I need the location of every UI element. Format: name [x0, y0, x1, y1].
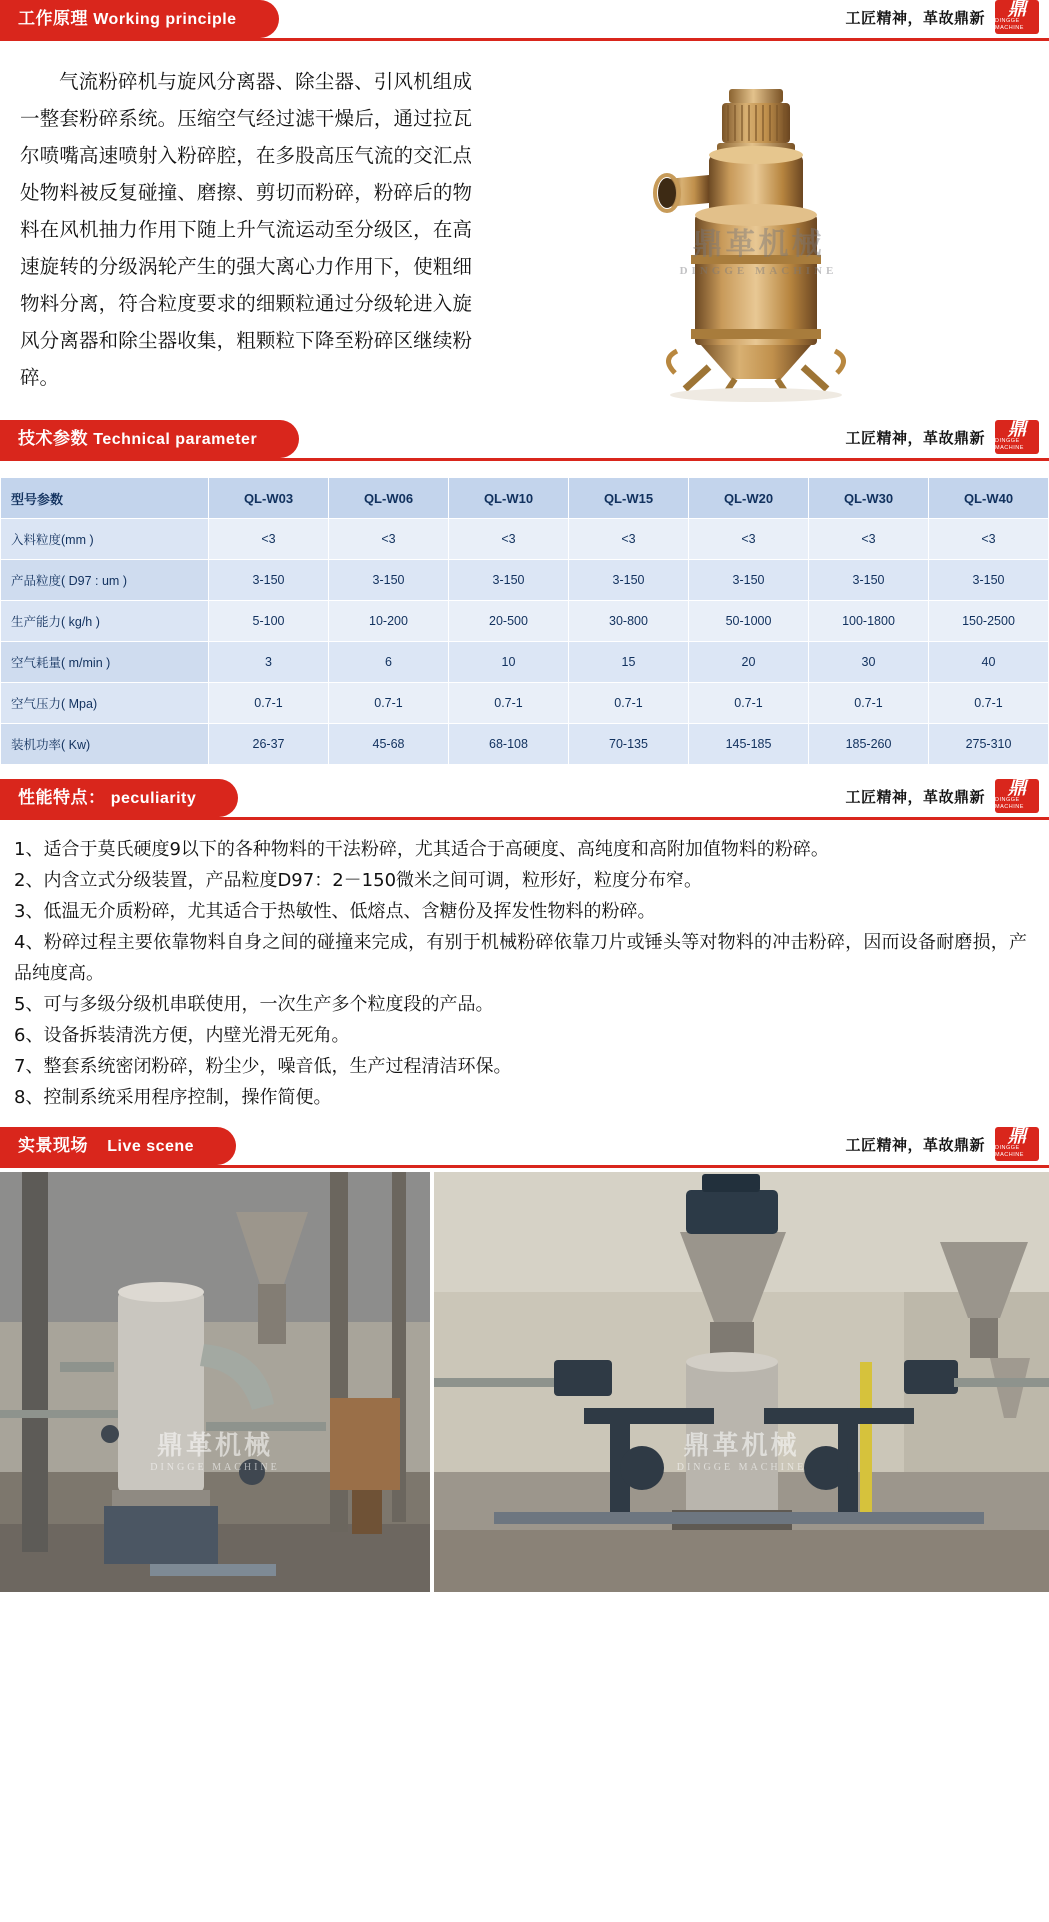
logo-mark: 鼎	[1007, 419, 1027, 440]
logo-subtext: DINGGE MACHINE	[995, 1145, 1024, 1158]
feature-item: 6、设备拆装清洗方便，内壁光滑无死角。	[14, 1025, 350, 1046]
section-header-live-scene	[0, 1127, 1049, 1168]
table-cell: 3-150	[329, 560, 449, 601]
table-cell: 3-150	[209, 560, 329, 601]
table-cell: 275-310	[929, 724, 1049, 765]
table-cell: 3-150	[449, 560, 569, 601]
table-cell: 40	[929, 642, 1049, 683]
brand-block-2	[845, 420, 1049, 458]
table-cell: 3-150	[689, 560, 809, 601]
table-cell: 0.7-1	[809, 683, 929, 724]
company-logo-icon	[995, 420, 1039, 454]
table-cell: 185-260	[809, 724, 929, 765]
table-cell: 45-68	[329, 724, 449, 765]
feature-item: 7、整套系统密闭粉碎，粉尘少，噪音低，生产过程清洁环保。	[14, 1056, 512, 1077]
watermark-cn: 鼎革机械	[683, 1431, 800, 1461]
watermark-en: DINGGE MACHINE	[150, 1462, 280, 1474]
section-title-en: Working principle	[93, 11, 237, 28]
company-logo-icon	[995, 779, 1039, 813]
row-label: 空气耗量( m/min )	[1, 642, 209, 683]
table-header-row	[1, 478, 1049, 519]
section-header-peculiarity	[0, 779, 1049, 820]
table-row	[1, 642, 1049, 683]
jet-mill-image	[559, 67, 959, 402]
table-cell: 70-135	[569, 724, 689, 765]
table-cell: 0.7-1	[569, 683, 689, 724]
row-label: 产品粒度( D97 : um )	[1, 560, 209, 601]
table-cell: 0.7-1	[689, 683, 809, 724]
section-title-cn: 工作原理	[18, 9, 88, 28]
table-cell: <3	[929, 519, 1049, 560]
logo-subtext: DINGGE MACHINE	[995, 18, 1024, 31]
table-cell: 5-100	[209, 601, 329, 642]
feature-item: 8、控制系统采用程序控制，操作简便。	[14, 1087, 332, 1108]
section-header-technical-parameter	[0, 420, 1049, 461]
table-cell: 3-150	[809, 560, 929, 601]
table-row	[1, 683, 1049, 724]
company-logo-icon	[995, 0, 1039, 34]
company-slogan: 工匠精神，革故鼎新	[845, 429, 985, 447]
table-cell: <3	[809, 519, 929, 560]
table-cell: 26-37	[209, 724, 329, 765]
working-principle-body	[0, 41, 1049, 420]
table-cell: 3-150	[929, 560, 1049, 601]
watermark-cn: 鼎革机械	[156, 1431, 273, 1461]
table-cell: 10	[449, 642, 569, 683]
scene-left-illustration	[0, 1172, 430, 1592]
table-cell: 6	[329, 642, 449, 683]
watermark-en: DINGGE MACHINE	[679, 264, 838, 277]
table-cell: 50-1000	[689, 601, 809, 642]
product-figure	[488, 63, 1029, 402]
table-cell: <3	[689, 519, 809, 560]
logo-subtext: DINGGE MACHINE	[995, 797, 1024, 810]
company-slogan: 工匠精神，革故鼎新	[845, 1136, 985, 1154]
table-cell: 100-1800	[809, 601, 929, 642]
feature-item: 3、低温无介质粉碎，尤其适合于热敏性、低熔点、含糖份及挥发性物料的粉碎。	[14, 901, 656, 922]
table-header-cell: QL-W10	[449, 478, 569, 519]
table-cell: 145-185	[689, 724, 809, 765]
logo-subtext: DINGGE MACHINE	[995, 438, 1024, 451]
working-principle-text: 气流粉碎机与旋风分离器、除尘器、引风机组成一整套粉碎系统。压缩空气经过滤干燥后，通过拉瓦尔喷嘴高速喷射入粉碎腔，在多股高压气流的交汇点处物料被反复碰撞、磨擦、剪切而粉碎，粉碎后的物料在风机抽力作用下随上升气流运动至分级区，在高速旋转的分级涡轮产生的强大离心力作用下，使粗细物料分离，符合粒度要求的细颗粒通过分级轮进入旋风分离器和除尘器收集，粗颗粒下降至粉碎区继续粉碎。	[20, 70, 472, 389]
table-cell: 20	[689, 642, 809, 683]
watermark-en: DINGGE MACHINE	[676, 1462, 807, 1474]
row-label: 空气压力( Mpa)	[1, 683, 209, 724]
table-header-cell: QL-W20	[689, 478, 809, 519]
table-cell: 30	[809, 642, 929, 683]
table-cell: <3	[449, 519, 569, 560]
section-title-en: Technical parameter	[93, 431, 258, 448]
table-cell: <3	[209, 519, 329, 560]
company-slogan: 工匠精神，革故鼎新	[845, 788, 985, 806]
row-label: 生产能力( kg/h )	[1, 601, 209, 642]
table-header-cell: QL-W06	[329, 478, 449, 519]
section-title-cn: 技术参数	[18, 429, 88, 448]
section-title-peculiarity	[0, 779, 238, 817]
table-cell: 10-200	[329, 601, 449, 642]
feature-item: 2、内含立式分级装置，产品粒度D97：2－150微米之间可调，粒形好，粒度分布窄。	[14, 870, 703, 891]
table-header-cell: QL-W03	[209, 478, 329, 519]
company-logo-icon	[995, 1127, 1039, 1161]
table-cell: 15	[569, 642, 689, 683]
feature-item: 1、适合于莫氏硬度9以下的各种物料的干法粉碎，尤其适合于高硬度、高纯度和高附加值物料的粉碎。	[14, 839, 829, 860]
table-header-cell: QL-W15	[569, 478, 689, 519]
logo-mark: 鼎	[1007, 0, 1027, 20]
spec-table	[0, 477, 1049, 765]
features-list	[0, 820, 1049, 1127]
table-cell: 0.7-1	[209, 683, 329, 724]
brand-block-3	[845, 779, 1049, 817]
live-scene-photo-left	[0, 1172, 430, 1592]
table-cell: 0.7-1	[929, 683, 1049, 724]
table-cell: 3-150	[569, 560, 689, 601]
table-row	[1, 601, 1049, 642]
table-cell: 20-500	[449, 601, 569, 642]
spec-table-wrapper	[0, 461, 1049, 765]
feature-item: 5、可与多级分级机串联使用，一次生产多个粒度段的产品。	[14, 994, 494, 1015]
table-header-cell: QL-W30	[809, 478, 929, 519]
table-cell: 0.7-1	[329, 683, 449, 724]
section-header-working-principle	[0, 0, 1049, 41]
table-row	[1, 724, 1049, 765]
section-title-en: Live scene	[107, 1138, 195, 1155]
section-title-live-scene	[0, 1127, 236, 1165]
section-title-en: peculiarity	[110, 790, 197, 807]
section-title-cn: 实景现场	[18, 1136, 88, 1155]
table-cell: 3	[209, 642, 329, 683]
watermark-cn: 鼎革机械	[692, 227, 825, 261]
live-scene-gallery	[0, 1168, 1049, 1592]
logo-mark: 鼎	[1007, 1126, 1027, 1147]
table-cell: <3	[569, 519, 689, 560]
company-slogan: 工匠精神，革故鼎新	[845, 9, 985, 27]
jet-mill-illustration	[559, 67, 959, 402]
table-row	[1, 560, 1049, 601]
table-cell: <3	[329, 519, 449, 560]
scene-right-illustration	[434, 1172, 1049, 1592]
table-cell: 0.7-1	[449, 683, 569, 724]
brand-block-4	[845, 1127, 1049, 1165]
section-title-technical-parameter	[0, 420, 299, 458]
logo-mark: 鼎	[1007, 778, 1027, 799]
feature-item: 4、粉碎过程主要依靠物料自身之间的碰撞来完成，有别于机械粉碎依靠刀片或锤头等对物料的冲击粉碎，因而设备耐磨损，产品纯度高。	[14, 932, 1027, 984]
section-title-working-principle	[0, 0, 279, 38]
table-header-cell: QL-W40	[929, 478, 1049, 519]
table-row	[1, 519, 1049, 560]
table-cell: 150-2500	[929, 601, 1049, 642]
section-title-cn: 性能特点：	[18, 788, 106, 807]
brand-block-1	[845, 0, 1049, 38]
live-scene-photo-right	[434, 1172, 1049, 1592]
row-label: 入料粒度(mm )	[1, 519, 209, 560]
table-cell: 30-800	[569, 601, 689, 642]
table-header-cell: 型号参数	[1, 478, 209, 519]
table-cell: 68-108	[449, 724, 569, 765]
row-label: 装机功率( Kw)	[1, 724, 209, 765]
